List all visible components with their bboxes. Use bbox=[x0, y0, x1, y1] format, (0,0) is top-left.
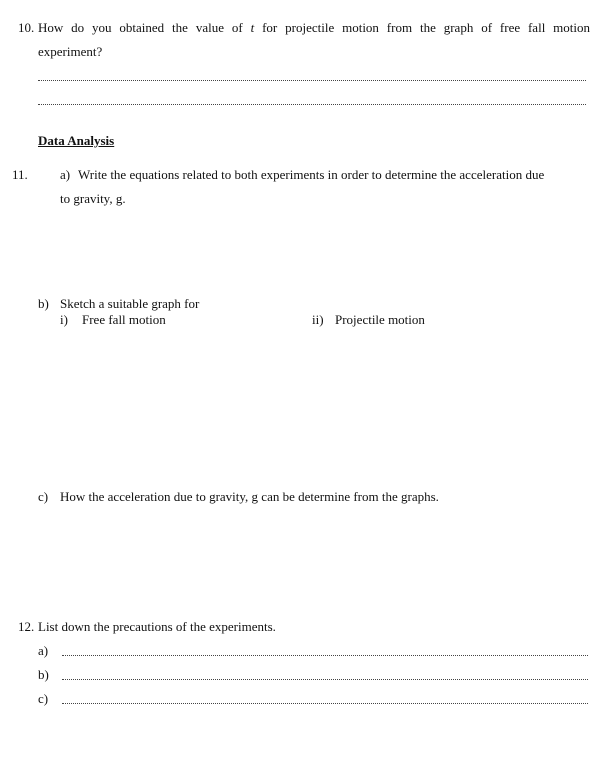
q12-item-c-label: c) bbox=[38, 691, 49, 706]
q12-item-a-label: a) bbox=[38, 643, 49, 658]
q11b-i-label: i) bbox=[60, 312, 68, 327]
q12-item-c-line[interactable] bbox=[62, 703, 588, 704]
q11b-ii-label: ii) bbox=[312, 312, 324, 327]
q11-number: 11. bbox=[12, 167, 28, 182]
q11c-label: c) bbox=[38, 489, 49, 504]
q11a-line1: Write the equations related to both experiments in order to determine the acceleration due bbox=[78, 167, 545, 182]
q10-variable-t: t bbox=[250, 20, 255, 35]
q10-number: 10. bbox=[18, 20, 35, 35]
q12-item-b-label: b) bbox=[38, 667, 49, 682]
q10-answer-line-2[interactable] bbox=[38, 104, 586, 105]
q10-line2: experiment? bbox=[38, 44, 103, 59]
data-analysis-heading: Data Analysis bbox=[38, 133, 115, 148]
q11b-text: Sketch a suitable graph for bbox=[60, 296, 200, 311]
q11b-label: b) bbox=[38, 296, 49, 311]
q11b-i-text: Free fall motion bbox=[82, 312, 166, 327]
q11a-line2: to gravity, g. bbox=[60, 191, 126, 206]
q12-text: List down the precautions of the experiments. bbox=[38, 619, 276, 634]
q10-line1 bbox=[38, 20, 590, 36]
q10-line1-start: How do you obtained the value of bbox=[38, 20, 243, 35]
q12-item-a-line[interactable] bbox=[62, 655, 588, 656]
q10-answer-line-1[interactable] bbox=[38, 80, 586, 81]
q10-line1-end: for projectile motion from the graph of free fall motion bbox=[262, 20, 591, 35]
q12-item-b-line[interactable] bbox=[62, 679, 588, 680]
q11b-ii-text: Projectile motion bbox=[335, 312, 425, 327]
q12-number: 12. bbox=[18, 619, 35, 634]
q11a-label: a) bbox=[60, 167, 71, 182]
q11c-text: How the acceleration due to gravity, g can be determine from the graphs. bbox=[60, 489, 439, 504]
